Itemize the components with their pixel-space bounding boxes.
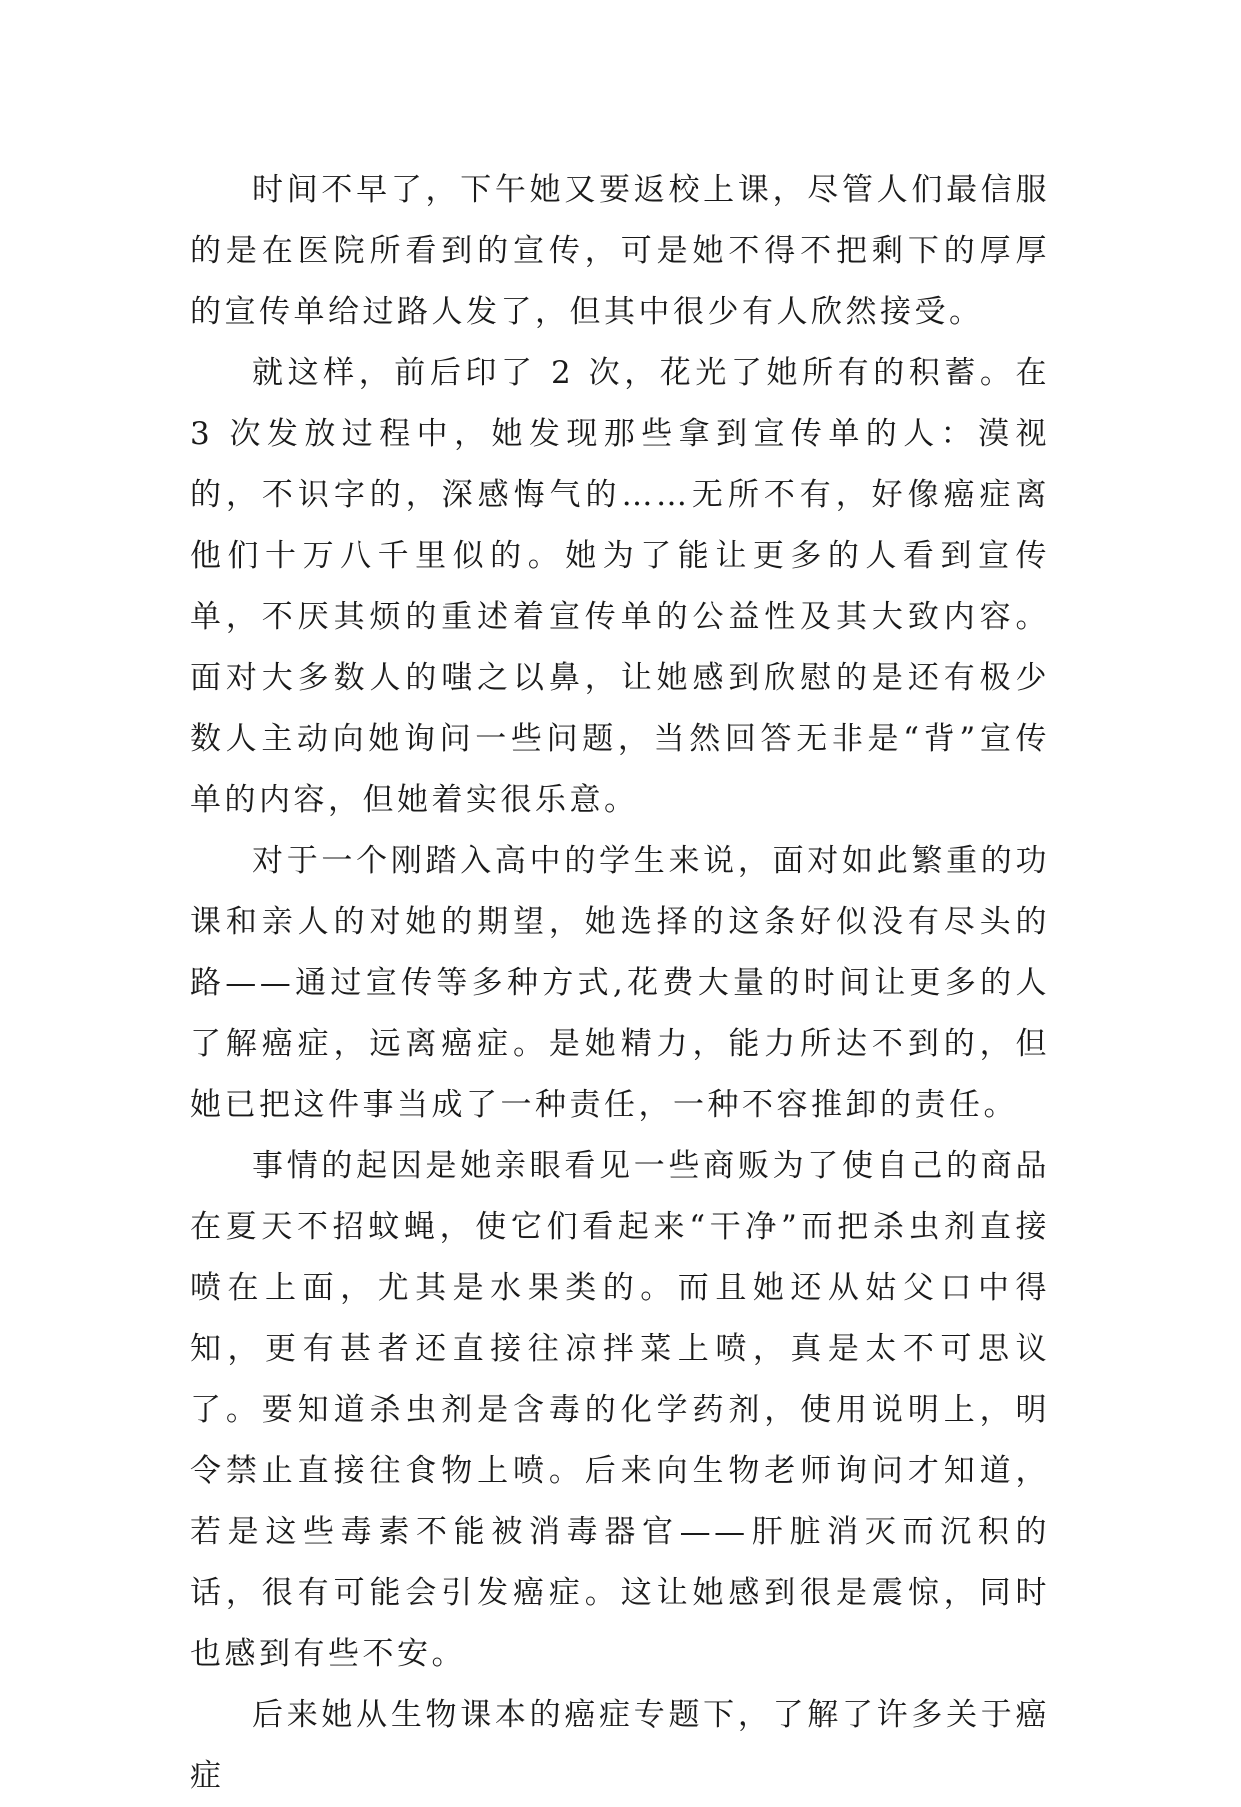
body-text [190, 160, 1050, 1807]
paragraph-4: 事情的起因是她亲眼看见一些商贩为了使自己的商品在夏天不招蚊蝇，使它们看起来“干净”而把杀虫剂直接喷在上面，尤其是水果类的。而且她还从姑父口中得知，更有甚者还直接往凉拌菜上喷，真是太不可思议了。要知道杀虫剂是含毒的化学药剂，使用说明上，明令禁止直接往食物上喷。后来向生物老师询问才知道，若是这些毒素不能被消毒器官——肝脏消灭而沉积的话，很有可能会引发癌症。这让她感到很是震惊，同时也感到有些不安。 [190, 1148, 1050, 1672]
paragraph-2: 就这样，前后印了 2 次，花光了她所有的积蓄。在 3 次发放过程中，她发现那些拿到宣传单的人：漠视的，不识字的，深感悔气的……无所不有，好像癌症离他们十万八千里似的。她为了能让更多的人看到宣传单，不厌其烦的重述着宣传单的公益性及其大致内容。面对大多数人的嗤之以鼻，让她感到欣慰的是还有极少数人主动向她询问一些问题，当然回答无非是“背”宣传单的内容，但她着实很乐意。 [190, 355, 1050, 818]
paragraph-1: 时间不早了，下午她又要返校上课，尽管人们最信服的是在医院所看到的宣传，可是她不得不把剩下的厚厚的宣传单给过路人发了，但其中很少有人欣然接受。 [190, 172, 1050, 330]
paragraph-5: 后来她从生物课本的癌症专题下，了解了许多关于癌症 [190, 1697, 1050, 1794]
paragraph-3: 对于一个刚踏入高中的学生来说，面对如此繁重的功课和亲人的对她的期望，她选择的这条好似没有尽头的路——通过宣传等多种方式,花费大量的时间让更多的人了解癌症，远离癌症。是她精力，能力所达不到的，但她已把这件事当成了一种责任，一种不容推卸的责任。 [190, 843, 1050, 1123]
